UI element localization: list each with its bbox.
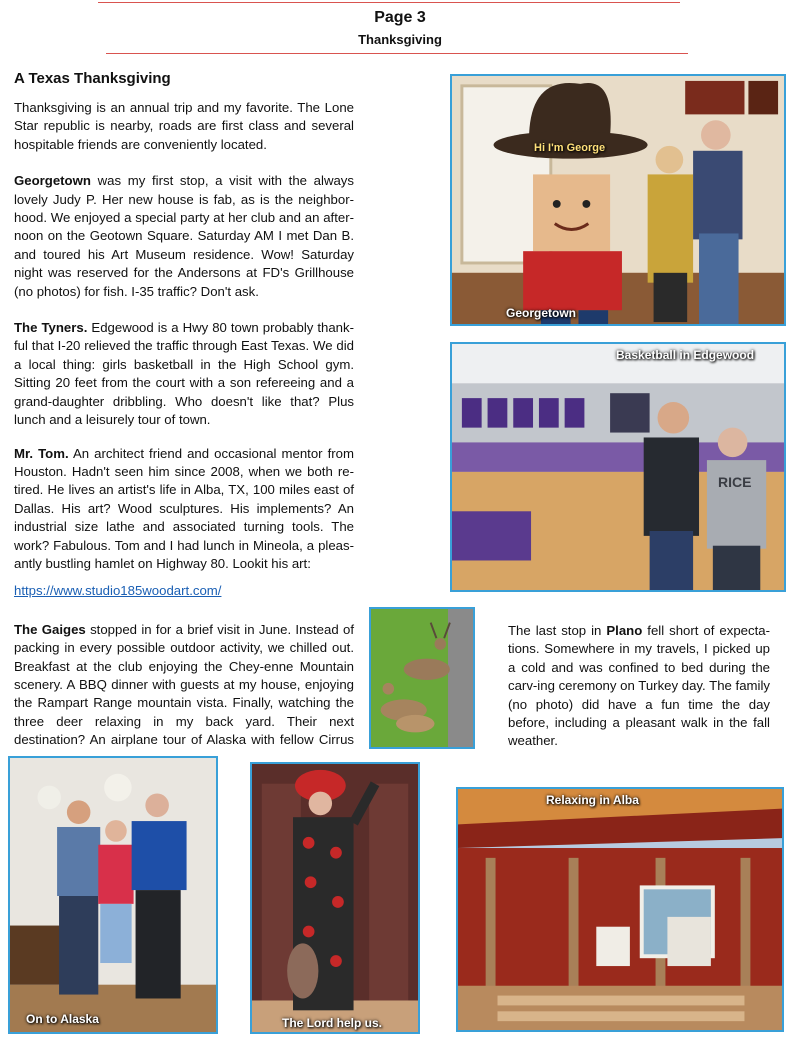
basketball-photo bbox=[450, 342, 786, 592]
basketball-caption: Basketball in Edgewood bbox=[616, 348, 755, 362]
plano-lead: Plano bbox=[606, 623, 643, 638]
gaiges-paragraph bbox=[14, 621, 354, 768]
header-rule bbox=[106, 53, 688, 54]
georgetown-sign: Hi I'm George bbox=[534, 142, 606, 154]
article-title: A Texas Thanksgiving bbox=[14, 70, 171, 87]
alba-photo bbox=[456, 787, 784, 1032]
tom-text: An architect friend and occasional mentor from Houston. Hadn't seen him since 2008, when we both re-tired. He lives an artist's life in Alba, TX, 100 miles east of Dallas. His art? Wood sculptures. His implements? An industrial size lathe and associated turning tools. The work? Fabulous. Tom and I had lunch in Mineola, a pleas-antly bustling hamlet on Highway 80. Lookit his art: bbox=[14, 445, 354, 571]
alaska-photo bbox=[8, 756, 218, 1034]
top-rule bbox=[98, 2, 680, 3]
article-body bbox=[14, 99, 354, 783]
georgetown-caption: Georgetown bbox=[506, 306, 577, 320]
section-title: Thanksgiving bbox=[358, 32, 442, 47]
lord-photo bbox=[250, 762, 420, 1034]
tyners-paragraph bbox=[14, 319, 354, 429]
gaiges-text: stopped in for a brief visit in June. Instead of packing in every possible outdoor activity, we chilled out. Breakfast at the club enjoying the Chey-enne Mountain scenery. A BBQ dinner with guests at my house, enjoying the Rampart Range mountain vista. Finally, watching the three deer relaxing in my back yard. Their next destination? An airplane tour of Alaska with fellow Cirrus bbox=[14, 621, 355, 748]
studio-link[interactable]: https://www.studio185woodart.com/ bbox=[14, 583, 222, 599]
lord-caption: The Lord help us. bbox=[282, 1016, 383, 1030]
plano-paragraph bbox=[508, 622, 770, 751]
alba-caption: Relaxing in Alba bbox=[546, 793, 639, 807]
deer-photo bbox=[369, 607, 475, 749]
georgetown-image bbox=[452, 76, 784, 324]
tom-link-paragraph bbox=[14, 582, 354, 600]
plano-text: fell short of expecta-tions. Somewhere in my travels, I picked up a cold and was confined to bed during the carv-ing ceremony on Turkey day. The family (no photo) did have a fun time the day before, including a pleasant walk in the fall weather. bbox=[508, 623, 770, 749]
georgetown-photo bbox=[450, 74, 786, 326]
alaska-caption: On to Alaska bbox=[26, 1012, 99, 1026]
georgetown-lead: Georgetown bbox=[14, 173, 91, 189]
tom-paragraph bbox=[14, 445, 354, 574]
tyners-lead: The Tyners. bbox=[14, 320, 88, 336]
intro-paragraph: Thanksgiving is an annual trip and my favorite. The Lone Star republic is nearby, roads are first class and several hospitable friends are conveniently located. bbox=[14, 100, 354, 152]
georgetown-text: was my first stop, a visit with the always lovely Judy P. Her new house is fab, as is the neighbor-hood. We enjoyed a special party at her club and an after-noon on the Geotown Square. Saturday AM I met Dan B. and toured his Art Museum residence. Wow! Saturday night was reserved for the Andersons at FD's Grillhouse (no photos) for fish. I-35 traffic? Don't ask. bbox=[14, 173, 354, 299]
tyners-text: Edgewood is a Hwy 80 town probably thank-ful that I-20 relieved the traffic through East Texas. We did a local thing: girls basketball in the High School gym. Sitting 20 feet from the court with a son refereeing and a grand-daughter dribbling. Who doesn't like that? Plus lunch and a leisurely tour of town. bbox=[14, 320, 354, 428]
deer-image bbox=[371, 609, 473, 747]
georgetown-paragraph bbox=[14, 172, 354, 301]
page-number: Page 3 bbox=[374, 9, 426, 26]
alba-image bbox=[458, 789, 782, 1030]
lord-image bbox=[252, 764, 418, 1032]
plano-pre: The last stop in bbox=[508, 623, 607, 638]
alaska-image bbox=[10, 758, 216, 1032]
gaiges-lead: The Gaiges bbox=[14, 621, 86, 637]
basketball-image bbox=[452, 344, 784, 590]
rice-shirt-text: RICE bbox=[718, 474, 752, 490]
tom-lead: Mr. Tom. bbox=[14, 445, 69, 461]
